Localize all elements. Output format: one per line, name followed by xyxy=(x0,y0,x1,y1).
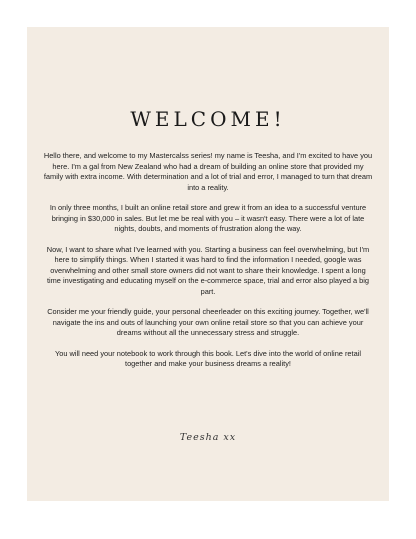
paragraph-closing: You will need your notebook to work through this book. Let's dive into the world of online retail together and make your business dreams a reality! xyxy=(55,348,361,368)
paragraph-story: In only three months, I built an online retail store and grew it from an idea to a successful venture bringing in $30,000 in sales. But let me be real with you – it wasn't easy. There were a lot of late nights, doubts, and moments of frustration along the way. xyxy=(49,203,367,233)
paragraph-share: Now, I want to share what I've learned with you. Starting a business can feel overwhelming, but I'm here to simplify things. When I started it was hard to find the information I needed, google was overwhelming and other small store owners did not want to share their knowledge. I spent a long time investigating and educating myself on the e-commerce space, trial and error also played a big part. xyxy=(46,244,370,296)
page-title: WELCOME! xyxy=(130,107,286,131)
signature: Teesha xx xyxy=(179,432,237,443)
paragraph-guide: Consider me your friendly guide, your personal cheerleader on this exciting journey. Together, we'll navigate the ins and outs of launching your own online retail store so that you can achieve your dreams without all the unnecessary stress and struggle. xyxy=(47,307,369,337)
paragraph-intro: Hello there, and welcome to my Mastercalss series! my name is Teesha, and I'm excited to have you here. I'm a gal from New Zealand who had a dream of building an online store that provided my family with extra income. With determination and a lot of trial and error, I managed to turn that dream into a reality. xyxy=(43,151,373,192)
letter-body xyxy=(43,151,373,380)
document-page xyxy=(27,27,389,501)
